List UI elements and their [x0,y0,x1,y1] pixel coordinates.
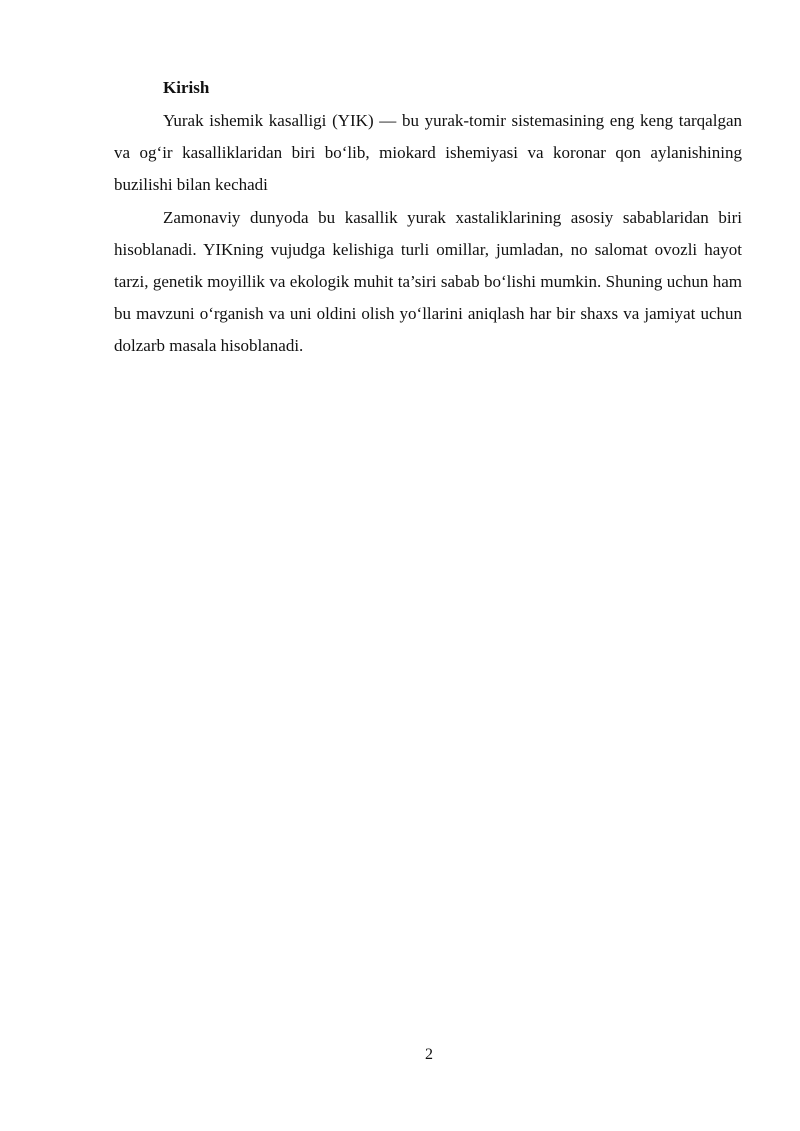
paragraph-1: Yurak ishemik kasalligi (YIK) — bu yurak-tomir sistemasining eng keng tarqalgan va og‘ir kasalliklaridan biri bo‘lib, miokard ishemiyasi va koronar qon aylanishining buzilishi bilan kechadi [114,111,742,195]
section-heading: Kirish [163,78,210,97]
page-number: 2 [425,1046,433,1063]
page-content [114,74,742,363]
paragraph-2: Zamonaviy dunyoda bu kasallik yurak xastaliklarining asosiy sabablaridan biri hisoblanadi. YIKning vujudga kelishiga turli omillar, jumladan, no salomat ovozli hayot tarzi, genetik moyillik va ekologik muhit ta’siri sabab bo‘lishi mumkin. Shuning uchun ham bu mavzuni o‘rganish va uni oldini olish yo‘llarini aniqlash har bir shaxs va jamiyat uchun dolzarb masala hisoblanadi. [114,207,742,356]
